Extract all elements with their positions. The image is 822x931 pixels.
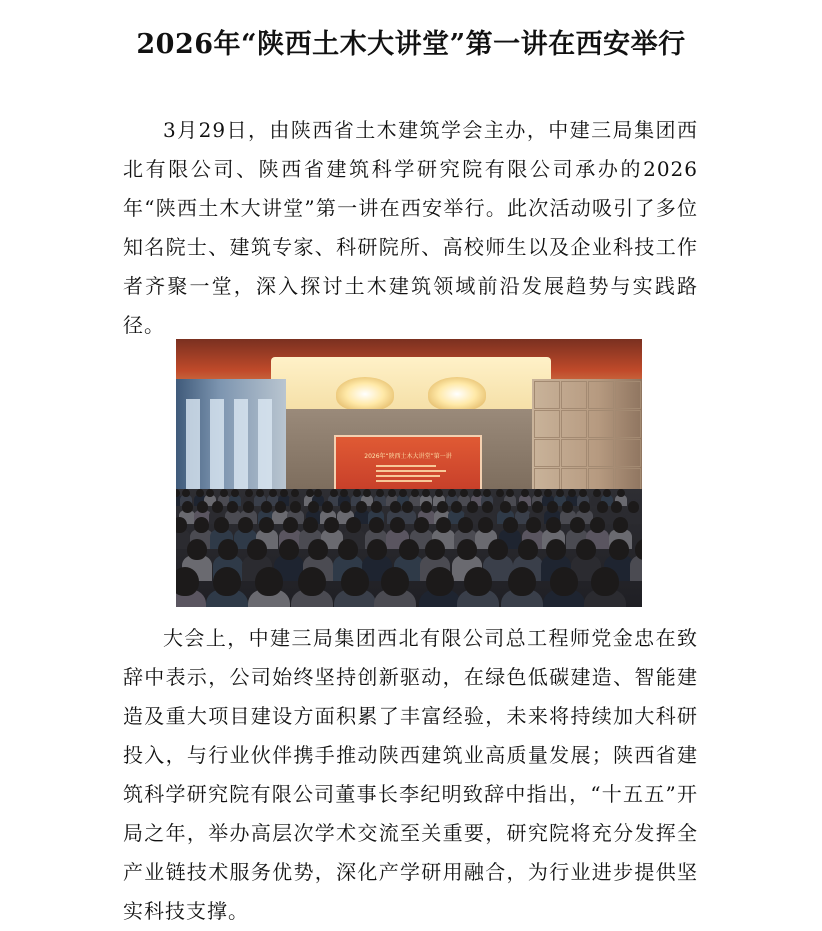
audience-head: [500, 501, 511, 513]
audience-head: [458, 517, 473, 533]
audience-head: [213, 567, 241, 596]
audience-head: [503, 517, 518, 533]
audience-head: [259, 517, 274, 533]
audience-head: [611, 501, 622, 513]
audience-head: [308, 539, 328, 560]
wall-tile: [561, 439, 587, 467]
audience-head: [340, 489, 348, 497]
audience-head: [245, 489, 253, 497]
chandelier-icon: [428, 377, 486, 411]
audience-head: [570, 517, 585, 533]
audience-head: [414, 517, 429, 533]
audience-head: [269, 489, 277, 497]
audience-head: [478, 517, 493, 533]
photo-ceiling-light: [271, 357, 551, 409]
audience-head: [182, 501, 193, 513]
audience-head: [346, 517, 361, 533]
audience-head: [324, 517, 339, 533]
audience-head: [591, 567, 619, 596]
wall-tile: [534, 410, 560, 438]
wall-tile: [588, 381, 614, 409]
photo-audience-area: [176, 489, 642, 607]
audience-head: [261, 501, 272, 513]
conference-photo: [176, 339, 642, 607]
audience-head: [322, 501, 333, 513]
audience-head: [518, 539, 538, 560]
audience-head: [421, 501, 432, 513]
audience-head: [508, 567, 536, 596]
audience-head: [597, 501, 608, 513]
audience-head: [390, 501, 401, 513]
audience-head: [517, 501, 528, 513]
wall-tile: [588, 410, 614, 438]
audience-head: [243, 501, 254, 513]
audience-head: [303, 517, 318, 533]
audience-head: [613, 517, 628, 533]
audience-head: [381, 567, 409, 596]
wall-tile: [615, 381, 641, 409]
audience-head: [363, 489, 371, 497]
chandelier-icon: [336, 377, 394, 411]
audience-head: [238, 517, 253, 533]
wall-tile: [615, 410, 641, 438]
audience-head: [279, 539, 299, 560]
audience-head: [340, 501, 351, 513]
audience-head: [214, 517, 229, 533]
audience-head: [275, 501, 286, 513]
audience-head: [562, 501, 573, 513]
audience-head: [212, 501, 223, 513]
audience-head: [467, 501, 478, 513]
wall-tile: [615, 439, 641, 467]
audience-head: [437, 501, 448, 513]
audience-head: [356, 501, 367, 513]
audience-head: [402, 501, 413, 513]
audience-head: [451, 501, 462, 513]
audience-head: [550, 567, 578, 596]
stage-screen: [334, 435, 482, 491]
audience-head: [227, 501, 238, 513]
audience-head: [194, 517, 209, 533]
audience-head: [308, 501, 319, 513]
audience-head: [532, 501, 543, 513]
audience-head: [218, 539, 238, 560]
audience-head: [425, 539, 445, 560]
article-title: 2026年“陕西土木大讲堂”第一讲在西安举行: [136, 29, 686, 60]
audience-head: [399, 539, 419, 560]
audience-head: [483, 489, 491, 497]
audience-head: [547, 501, 558, 513]
article-paragraph-2: 大会上，中建三局集团西北有限公司总工程师党金忠在致辞中表示，公司始终坚持创新驱动，在绿色低碳建造、智能建造及重大项目建设方面积累了丰富经验，未来将持续加大科研投入，与行业伙伴携手推动陕西建筑业高质量发展；陕西省建筑科学研究院有限公司董事长李纪明致辞中指出，“十五五”开局之年，举办高层次学术交流至关重要，研究院将充分发挥全产业链技术服务优势，深化产学研用融合，为行业进步提供坚实科技支撑。: [123, 626, 698, 923]
audience-head: [255, 567, 283, 596]
audience-head: [544, 489, 552, 497]
audience-head: [197, 501, 208, 513]
wall-tile: [534, 381, 560, 409]
audience-head: [488, 539, 508, 560]
stage-screen-title: 2026年“陕西土木大讲堂”第一讲: [364, 453, 452, 460]
audience-head: [556, 489, 564, 497]
audience-head: [338, 539, 358, 560]
audience-head: [298, 567, 326, 596]
audience-head: [426, 567, 454, 596]
audience-head: [376, 489, 384, 497]
audience-head: [521, 489, 529, 497]
audience-head: [196, 489, 204, 497]
audience-head: [464, 567, 492, 596]
audience-head: [176, 567, 199, 596]
article-paragraph-1: 3月29日，由陕西省土木建筑学会主办，中建三局集团西北有限公司、陕西省建筑科学研究院有限公司承办的2026年“陕西土木大讲堂”第一讲在西安举行。此次活动吸引了多位知名院士、建筑专家、科研院所、高校师生以及企业科技工作者齐聚一堂，深入探讨土木建筑领域前沿发展趋势与实践路径。: [123, 118, 698, 337]
audience-head: [448, 489, 456, 497]
audience-head: [496, 489, 504, 497]
audience-head: [390, 517, 405, 533]
audience-head: [526, 517, 541, 533]
audience-head: [399, 489, 407, 497]
audience-head: [367, 539, 387, 560]
audience-head: [590, 517, 605, 533]
wall-tile: [534, 439, 560, 467]
audience-head: [330, 489, 338, 497]
audience-head: [283, 517, 298, 533]
audience-head: [187, 539, 207, 560]
audience-head: [609, 539, 629, 560]
audience-head: [176, 517, 187, 533]
wall-tile: [588, 439, 614, 467]
wall-tile: [561, 381, 587, 409]
audience-head: [576, 539, 596, 560]
audience-head: [371, 501, 382, 513]
audience-head: [568, 489, 576, 497]
audience-head: [482, 501, 493, 513]
audience-head: [546, 539, 566, 560]
audience-head: [628, 501, 639, 513]
audience-head: [534, 489, 542, 497]
audience-head: [247, 539, 267, 560]
audience-head: [291, 489, 299, 497]
audience-head: [353, 489, 361, 497]
audience-head: [579, 501, 590, 513]
audience-head: [369, 517, 384, 533]
wall-tile: [561, 410, 587, 438]
audience-head: [546, 517, 561, 533]
audience-head: [436, 517, 451, 533]
audience-head: [290, 501, 301, 513]
audience-head: [341, 567, 369, 596]
audience-head: [457, 539, 477, 560]
